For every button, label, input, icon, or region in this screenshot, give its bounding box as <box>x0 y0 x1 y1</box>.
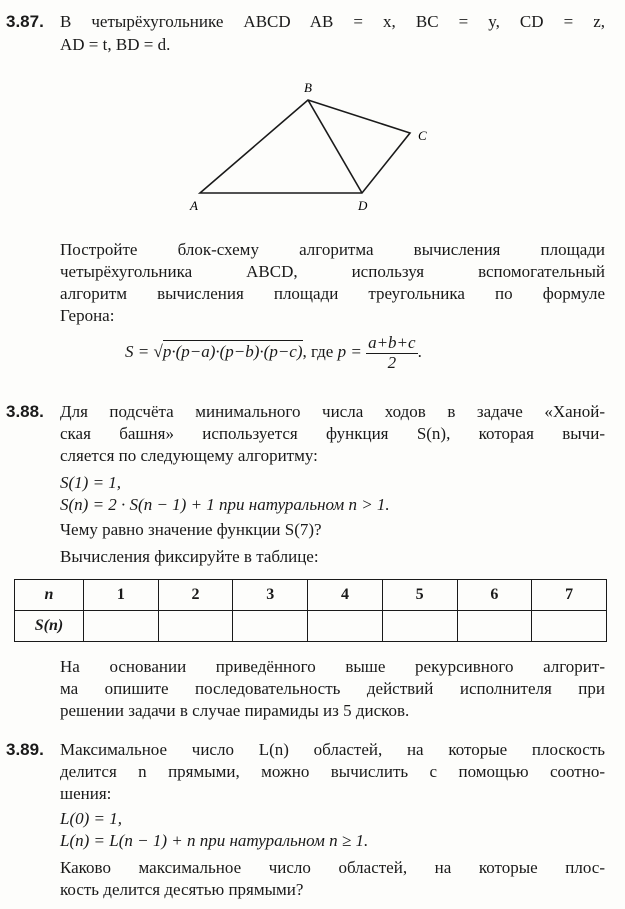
problem-388-text5: ма опишите последовательность действий исполнителя при <box>60 679 605 698</box>
vertex-label-a: A <box>190 198 198 213</box>
diagonal-bd <box>308 100 362 193</box>
problem-388-eq2: S(n) = 2 · S(n − 1) + 1 при натуральном n > 1. <box>60 495 390 514</box>
problem-387-text2: четырёхугольника ABCD, используя вспомогательный <box>60 262 605 281</box>
quadrilateral-outline <box>200 100 410 193</box>
heron-formula <box>125 334 422 372</box>
problem-number-388: 3.88. <box>6 402 44 421</box>
table-header-sn: S(n) <box>15 611 84 642</box>
problem-389-eq1: L(0) = 1, <box>60 809 122 828</box>
problem-number-387: 3.87. <box>6 12 44 31</box>
table-cell-empty <box>308 611 383 642</box>
table-col-6: 6 <box>457 580 532 611</box>
table-cell-empty <box>532 611 607 642</box>
problem-388-table-intro: Вычисления фиксируйте в таблице: <box>60 547 319 566</box>
table-row-sn <box>15 611 607 642</box>
problem-388-text3: сляется по следующему алгоритму: <box>60 446 318 465</box>
table-col-2: 2 <box>158 580 233 611</box>
vertex-label-d: D <box>358 198 368 213</box>
quadrilateral-figure <box>180 78 450 218</box>
table-cell-empty <box>457 611 532 642</box>
formula-denominator: 2 <box>387 352 397 372</box>
problem-387-text1: Постройте блок-схему алгоритма вычисления площади <box>60 240 605 259</box>
formula-lhs: S = <box>125 342 150 362</box>
problem-388-eq1: S(1) = 1, <box>60 473 122 492</box>
problem-388-text1: Для подсчёта минимального числа ходов в задаче «Ханой- <box>60 402 605 421</box>
table-cell-empty <box>158 611 233 642</box>
formula-numerator: a+b+c <box>368 333 416 352</box>
table-col-3: 3 <box>233 580 308 611</box>
table-header-n: n <box>15 580 84 611</box>
sqrt-sign: √ <box>153 342 163 362</box>
table-cell-empty <box>382 611 457 642</box>
problem-387-line2: AD = t, BD = d. <box>60 35 171 54</box>
formula-p: p = <box>337 342 362 362</box>
problem-389-text2: делится n прямыми, можно вычислить с помощью соотно- <box>60 762 605 781</box>
table-col-7: 7 <box>532 580 607 611</box>
problem-388-text6: решении задачи в случае пирамиды из 5 дисков. <box>60 701 410 720</box>
vertex-label-b: B <box>304 80 312 95</box>
problem-389-eq2: L(n) = L(n − 1) + n при натуральном n ≥ 1. <box>60 831 369 850</box>
problem-389-text5: кость делится десятью прямыми? <box>60 880 304 899</box>
table-col-1: 1 <box>84 580 159 611</box>
problem-387-text3: алгоритм вычисления площади треугольника по формуле <box>60 284 605 303</box>
calculation-table <box>14 579 607 642</box>
formula-fraction <box>366 334 418 372</box>
problem-number-389: 3.89. <box>6 740 44 759</box>
problem-388-text4: На основании приведённого выше рекурсивного алгорит- <box>60 657 605 676</box>
table-cell-empty <box>233 611 308 642</box>
problem-389-text3: шения: <box>60 784 112 803</box>
problem-388-text2: ская башня» используется функция S(n), которая вычи- <box>60 424 605 443</box>
table-cell-empty <box>84 611 159 642</box>
table-col-4: 4 <box>308 580 383 611</box>
formula-radicand: p·(p−a)·(p−b)·(p−c) <box>162 342 303 362</box>
problem-389-text4: Каково максимальное число областей, на которые плос- <box>60 858 605 877</box>
table-row-n <box>15 580 607 611</box>
formula-end: . <box>417 342 422 362</box>
problem-387-line1: В четырёхугольнике ABCD AB = x, BC = y, CD = z, <box>60 12 605 31</box>
formula-where: , где <box>302 342 334 362</box>
problem-388-question: Чему равно значение функции S(7)? <box>60 520 322 539</box>
table-col-5: 5 <box>382 580 457 611</box>
problem-389-text1: Максимальное число L(n) областей, на которые плоскость <box>60 740 605 759</box>
vertex-label-c: C <box>418 128 427 143</box>
problem-387-text4: Герона: <box>60 306 115 325</box>
